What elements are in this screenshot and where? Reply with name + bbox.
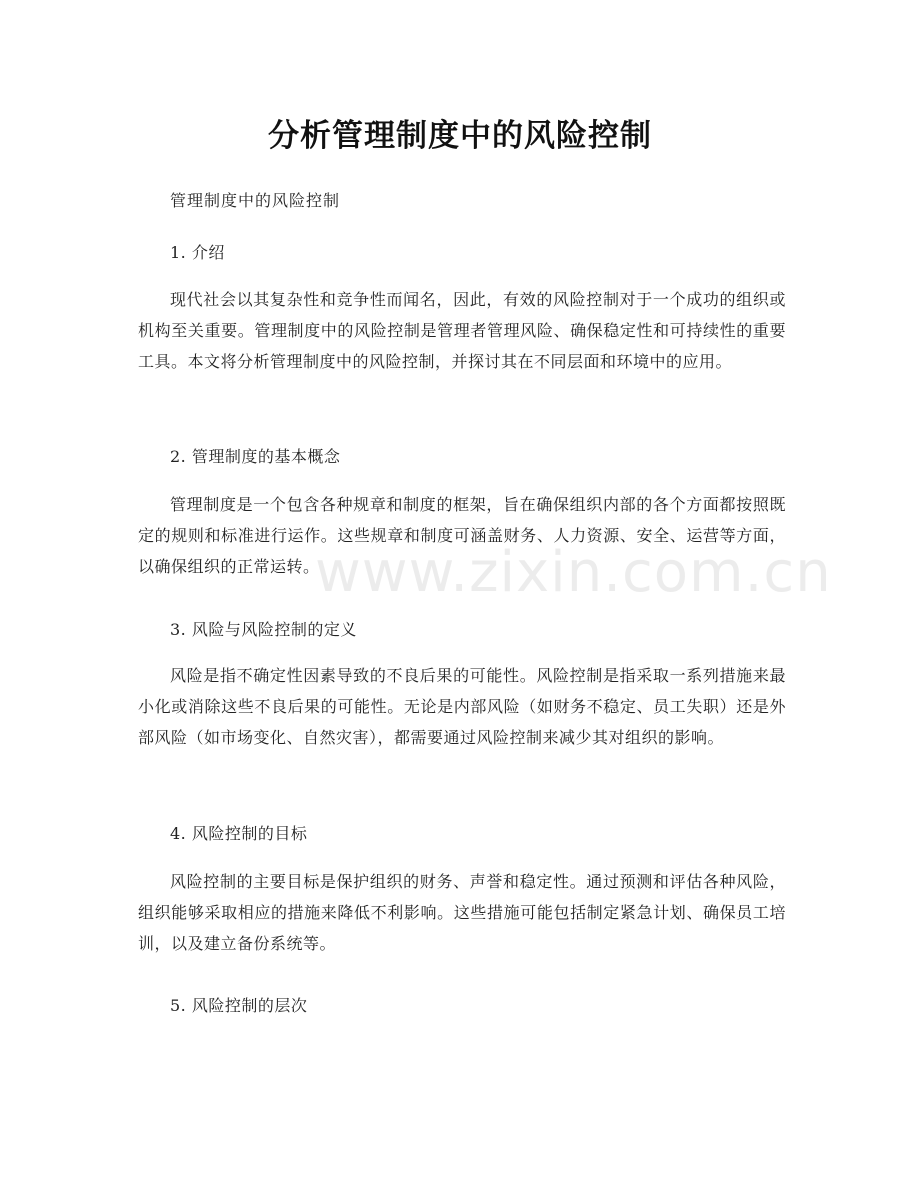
document-title: 分析管理制度中的风险控制: [268, 118, 652, 154]
section-heading-3: 3. 风险与风险控制的定义: [170, 620, 357, 639]
section-body-4: 风险控制的主要目标是保护组织的财务、声誉和稳定性。通过预测和评估各种风险，组织能够采取相应的措施来降低不利影响。这些措施可能包括制定紧急计划、确保员工培训，以及建立备份系统等。: [138, 872, 786, 953]
section-body-1: 现代社会以其复杂性和竞争性而闻名，因此，有效的风险控制对于一个成功的组织或机构至关重要。管理制度中的风险控制是管理者管理风险、确保稳定性和可持续性的重要工具。本文将分析管理制度中的风险控制，并探讨其在不同层面和环境中的应用。: [138, 290, 786, 371]
watermark: www.zixin.com.cn: [315, 540, 832, 605]
section-body-3: 风险是指不确定性因素导致的不良后果的可能性。风险控制是指采取一系列措施来最小化或消除这些不良后果的可能性。无论是内部风险（如财务不稳定、员工失职）还是外部风险（如市场变化、自然灾害），都需要通过风险控制来减少其对组织的影响。: [138, 666, 786, 747]
section-heading-5: 5. 风险控制的层次: [170, 996, 308, 1015]
section-body-2: 管理制度是一个包含各种规章和制度的框架，旨在确保组织内部的各个方面都按照既定的规则和标准进行运作。这些规章和制度可涵盖财务、人力资源、安全、运营等方面，以确保组织的正常运转。: [138, 495, 786, 576]
section-heading-1: 1. 介绍: [170, 243, 225, 262]
document-subtitle: 管理制度中的风险控制: [170, 191, 341, 210]
section-heading-2: 2. 管理制度的基本概念: [170, 447, 341, 466]
section-heading-4: 4. 风险控制的目标: [170, 824, 308, 843]
